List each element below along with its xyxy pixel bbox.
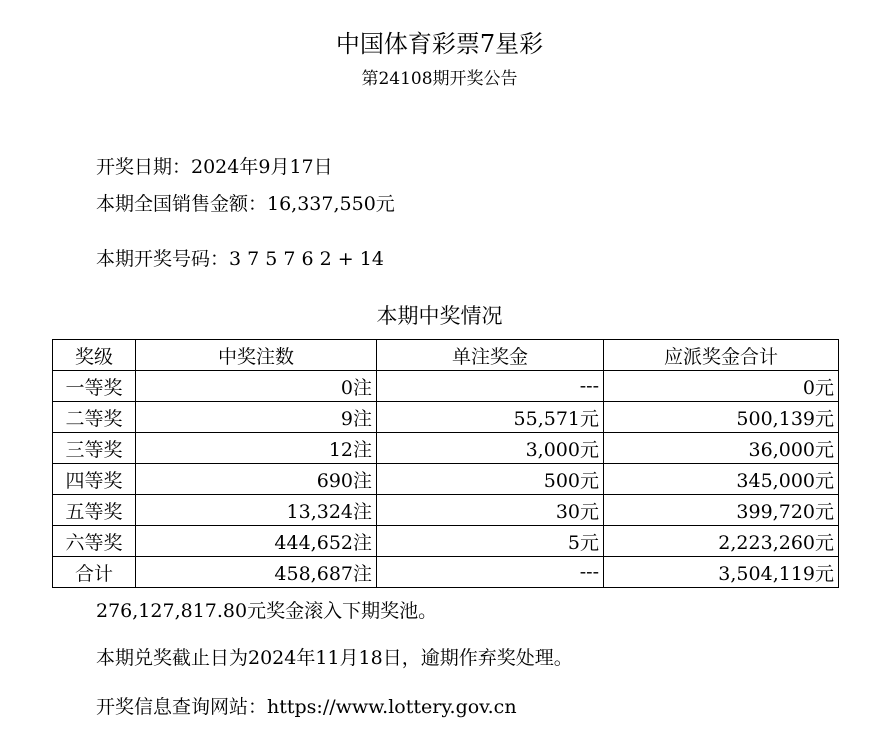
table-row	[53, 526, 839, 557]
winner-count: 0注	[136, 371, 377, 402]
winner-count: 9注	[136, 402, 377, 433]
table-row	[53, 464, 839, 495]
prize-level: 一等奖	[53, 371, 136, 402]
unit-prize: ---	[377, 371, 604, 402]
sales-amount: 本期全国销售金额：16,337,550元	[96, 193, 395, 215]
prize-level: 四等奖	[53, 464, 136, 495]
winner-count: 13,324注	[136, 495, 377, 526]
winner-count: 690注	[136, 464, 377, 495]
header-total-prize: 应派奖金合计	[604, 340, 839, 371]
total-prize: 399,720元	[604, 495, 839, 526]
prize-level: 三等奖	[53, 433, 136, 464]
prize-table	[52, 339, 839, 588]
total-prize: 0元	[604, 371, 839, 402]
unit-prize: ---	[377, 557, 604, 588]
unit-prize: 3,000元	[377, 433, 604, 464]
unit-prize: 5元	[377, 526, 604, 557]
prize-level: 五等奖	[53, 495, 136, 526]
total-prize: 3,504,119元	[604, 557, 839, 588]
winner-count: 458,687注	[136, 557, 377, 588]
table-total-row	[53, 557, 839, 588]
header-count: 中奖注数	[136, 340, 377, 371]
total-prize: 2,223,260元	[604, 526, 839, 557]
draw-date: 开奖日期：2024年9月17日	[96, 156, 333, 178]
table-row	[53, 371, 839, 402]
unit-prize: 55,571元	[377, 402, 604, 433]
winner-count: 12注	[136, 433, 377, 464]
prize-level: 六等奖	[53, 526, 136, 557]
deadline-note: 本期兑奖截止日为2024年11月18日，逾期作弃奖处理。	[96, 647, 573, 669]
total-prize: 36,000元	[604, 433, 839, 464]
header-unit-prize: 单注奖金	[377, 340, 604, 371]
section-title: 本期中奖情况	[376, 304, 503, 328]
table-row	[53, 402, 839, 433]
total-prize: 345,000元	[604, 464, 839, 495]
website-note: 开奖信息查询网站：https://www.lottery.gov.cn	[96, 696, 517, 718]
header-level: 奖级	[53, 340, 136, 371]
page-title: 中国体育彩票7星彩	[335, 30, 544, 58]
table-row	[53, 433, 839, 464]
prize-level: 合计	[53, 557, 136, 588]
total-prize: 500,139元	[604, 402, 839, 433]
winning-numbers: 本期开奖号码：3 7 5 7 6 2 + 14	[96, 248, 384, 270]
table-row	[53, 495, 839, 526]
issue-subtitle: 第24108期开奖公告	[361, 69, 518, 89]
table-header-row	[53, 340, 839, 371]
rollover-note: 276,127,817.80元奖金滚入下期奖池。	[96, 600, 438, 622]
winner-count: 444,652注	[136, 526, 377, 557]
unit-prize: 30元	[377, 495, 604, 526]
unit-prize: 500元	[377, 464, 604, 495]
prize-level: 二等奖	[53, 402, 136, 433]
